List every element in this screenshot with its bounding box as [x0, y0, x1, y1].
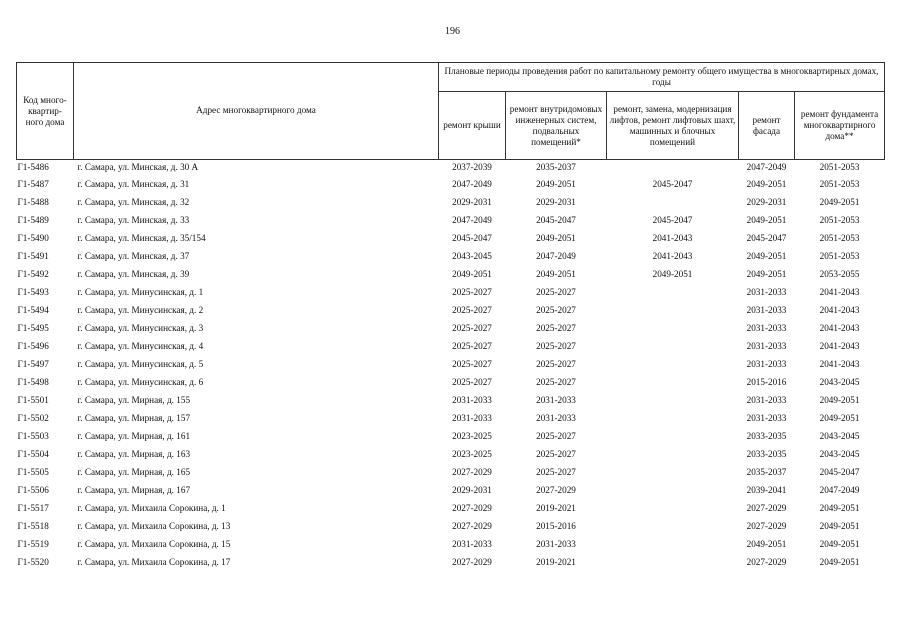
cell-code: Г1-5490 — [17, 232, 49, 243]
cell-engineering: 2025-2027 — [536, 340, 576, 351]
cell-elevators — [607, 391, 739, 409]
cell-elevators — [607, 355, 739, 373]
cell-roof: 2031-2033 — [452, 538, 492, 549]
table-row — [17, 427, 885, 445]
cell-foundation: 2043-2045 — [819, 430, 860, 441]
cell-foundation: 2051-2053 — [819, 178, 860, 189]
cell-facade: 2039-2041 — [746, 484, 787, 495]
cell-engineering: 2025-2027 — [536, 376, 576, 387]
cell-foundation: 2045-2047 — [819, 466, 860, 477]
table-row — [17, 337, 885, 355]
table-row — [17, 193, 885, 211]
cell-code: Г1-5501 — [17, 394, 49, 405]
cell-elevators — [607, 409, 739, 427]
cell-engineering: 2025-2027 — [536, 304, 576, 315]
cell-elevators — [607, 517, 739, 535]
cell-address: г. Самара, ул. Минусинская, д. 1 — [77, 286, 204, 297]
cell-address: г. Самара, ул. Минусинская, д. 5 — [77, 358, 204, 369]
header-elevators: ремонт, замена, модернизация лифтов, ремонт лифтовых шахт, машинных и блочных помещений — [607, 92, 739, 160]
cell-facade: 2049-2051 — [746, 268, 787, 279]
cell-address: г. Самара, ул. Мирная, д. 161 — [77, 430, 191, 441]
cell-roof: 2029-2031 — [452, 196, 492, 207]
cell-address: г. Самара, ул. Минская, д. 30 А — [77, 162, 199, 172]
cell-facade: 2047-2049 — [746, 162, 787, 172]
cell-facade: 2031-2033 — [746, 322, 787, 333]
cell-facade: 2027-2029 — [746, 520, 787, 531]
cell-foundation: 2049-2051 — [819, 520, 860, 531]
cell-roof: 2029-2031 — [452, 484, 492, 495]
header-facade: ремонт фасада — [739, 92, 795, 160]
cell-roof: 2023-2025 — [452, 430, 492, 441]
cell-engineering: 2025-2027 — [536, 448, 576, 459]
header-engineering: ремонт внутридомовых инженерных систем, подвальных помещений* — [506, 92, 607, 160]
cell-code: Г1-5496 — [17, 340, 49, 351]
cell-facade: 2049-2051 — [746, 538, 787, 549]
table-row — [17, 319, 885, 337]
cell-code: Г1-5489 — [17, 214, 49, 225]
table-row — [17, 160, 885, 176]
cell-code: Г1-5486 — [17, 162, 49, 172]
cell-roof: 2027-2029 — [452, 466, 492, 477]
cell-facade: 2045-2047 — [746, 232, 787, 243]
cell-elevators: 2041-2043 — [652, 250, 693, 261]
cell-facade: 2029-2031 — [746, 196, 787, 207]
cell-address: г. Самара, ул. Минская, д. 32 — [77, 196, 190, 207]
cell-elevators — [607, 373, 739, 391]
cell-elevators: 2041-2043 — [652, 232, 693, 243]
cell-foundation: 2049-2051 — [819, 196, 860, 207]
cell-address: г. Самара, ул. Минусинская, д. 4 — [77, 340, 204, 351]
cell-roof: 2027-2029 — [452, 556, 492, 567]
cell-facade: 2027-2029 — [746, 556, 787, 567]
cell-elevators: 2045-2047 — [652, 214, 693, 225]
page-number: 196 — [445, 26, 460, 37]
header-periods-group: Плановые периоды проведения работ по капитальному ремонту общего имущества в многоквартирных домах, годы — [439, 63, 885, 92]
cell-address: г. Самара, ул. Мирная, д. 157 — [77, 412, 191, 423]
header-address: Адрес многоквартирного дома — [74, 63, 439, 160]
cell-foundation: 2047-2049 — [819, 484, 860, 495]
table-body — [17, 160, 885, 572]
cell-foundation: 2049-2051 — [819, 556, 860, 567]
cell-code: Г1-5488 — [17, 196, 49, 207]
cell-code: Г1-5497 — [17, 358, 49, 369]
cell-foundation: 2041-2043 — [819, 322, 860, 333]
cell-elevators — [607, 553, 739, 571]
cell-roof: 2025-2027 — [452, 376, 492, 387]
cell-elevators — [607, 301, 739, 319]
cell-facade: 2033-2035 — [746, 430, 787, 441]
cell-foundation: 2051-2053 — [819, 214, 860, 225]
cell-roof: 2025-2027 — [452, 304, 492, 315]
cell-facade: 2031-2033 — [746, 358, 787, 369]
table-row — [17, 355, 885, 373]
table-row — [17, 535, 885, 553]
cell-engineering: 2031-2033 — [536, 538, 576, 549]
cell-roof: 2023-2025 — [452, 448, 492, 459]
cell-address: г. Самара, ул. Мирная, д. 165 — [77, 466, 191, 477]
table-row — [17, 229, 885, 247]
table-row — [17, 301, 885, 319]
cell-engineering: 2047-2049 — [536, 250, 576, 261]
cell-code: Г1-5503 — [17, 430, 49, 441]
cell-engineering: 2027-2029 — [536, 484, 576, 495]
cell-roof: 2031-2033 — [452, 394, 492, 405]
cell-address: г. Самара, ул. Михаила Сорокина, д. 13 — [77, 520, 231, 531]
cell-code: Г1-5487 — [17, 178, 49, 189]
table-row — [17, 481, 885, 499]
cell-code: Г1-5498 — [17, 376, 49, 387]
cell-address: г. Самара, ул. Михаила Сорокина, д. 17 — [77, 556, 231, 567]
cell-address: г. Самара, ул. Минусинская, д. 6 — [77, 376, 204, 387]
cell-foundation: 2049-2051 — [819, 538, 860, 549]
cell-roof: 2037-2039 — [452, 162, 492, 172]
cell-facade: 2031-2033 — [746, 394, 787, 405]
cell-roof: 2027-2029 — [452, 502, 492, 513]
header-code: Код много- квартир- ного дома — [17, 63, 74, 160]
cell-engineering: 2035-2037 — [536, 162, 576, 172]
table-row — [17, 265, 885, 283]
cell-code: Г1-5492 — [17, 268, 49, 279]
cell-roof: 2043-2045 — [452, 250, 492, 261]
cell-foundation: 2049-2051 — [819, 412, 860, 423]
cell-roof: 2047-2049 — [452, 214, 492, 225]
table-row — [17, 175, 885, 193]
cell-roof: 2025-2027 — [452, 322, 492, 333]
cell-foundation: 2041-2043 — [819, 304, 860, 315]
cell-roof: 2047-2049 — [452, 178, 492, 189]
cell-engineering: 2019-2021 — [536, 556, 576, 567]
cell-address: г. Самара, ул. Минская, д. 35/154 — [77, 232, 206, 243]
cell-code: Г1-5493 — [17, 286, 49, 297]
cell-address: г. Самара, ул. Минская, д. 37 — [77, 250, 190, 261]
cell-facade: 2031-2033 — [746, 304, 787, 315]
cell-code: Г1-5495 — [17, 322, 49, 333]
cell-code: Г1-5502 — [17, 412, 49, 423]
cell-engineering: 2031-2033 — [536, 394, 576, 405]
cell-elevators: 2045-2047 — [652, 178, 693, 189]
table-row — [17, 211, 885, 229]
cell-roof: 2049-2051 — [452, 268, 492, 279]
cell-roof: 2027-2029 — [452, 520, 492, 531]
cell-roof: 2025-2027 — [452, 286, 492, 297]
cell-elevators — [607, 319, 739, 337]
cell-facade: 2031-2033 — [746, 412, 787, 423]
cell-code: Г1-5491 — [17, 250, 49, 261]
cell-address: г. Самара, ул. Минская, д. 31 — [77, 178, 190, 189]
table-row — [17, 283, 885, 301]
cell-facade: 2027-2029 — [746, 502, 787, 513]
table-row — [17, 445, 885, 463]
cell-foundation: 2051-2053 — [819, 162, 860, 172]
cell-elevators — [607, 160, 739, 176]
cell-code: Г1-5494 — [17, 304, 49, 315]
cell-address: г. Самара, ул. Мирная, д. 163 — [77, 448, 191, 459]
cell-elevators — [607, 427, 739, 445]
cell-address: г. Самара, ул. Мирная, д. 155 — [77, 394, 191, 405]
cell-address: г. Самара, ул. Мирная, д. 167 — [77, 484, 191, 495]
table-row — [17, 247, 885, 265]
cell-elevators — [607, 337, 739, 355]
cell-foundation: 2043-2045 — [819, 448, 860, 459]
cell-address: г. Самара, ул. Минская, д. 39 — [77, 268, 190, 279]
cell-elevators — [607, 535, 739, 553]
cell-engineering: 2025-2027 — [536, 286, 576, 297]
cell-code: Г1-5504 — [17, 448, 49, 459]
cell-engineering: 2025-2027 — [536, 466, 576, 477]
cell-code: Г1-5520 — [17, 556, 49, 567]
capital-repair-table — [16, 62, 885, 571]
table-row — [17, 463, 885, 481]
cell-elevators — [607, 445, 739, 463]
cell-facade: 2049-2051 — [746, 178, 787, 189]
cell-foundation: 2041-2043 — [819, 340, 860, 351]
table-row — [17, 391, 885, 409]
cell-engineering: 2049-2051 — [536, 178, 576, 189]
cell-facade: 2049-2051 — [746, 250, 787, 261]
cell-address: г. Самара, ул. Минская, д. 33 — [77, 214, 190, 225]
cell-foundation: 2053-2055 — [819, 268, 860, 279]
cell-engineering: 2049-2051 — [536, 268, 576, 279]
cell-elevators — [607, 463, 739, 481]
cell-facade: 2035-2037 — [746, 466, 787, 477]
table-row — [17, 373, 885, 391]
cell-foundation: 2049-2051 — [819, 394, 860, 405]
cell-address: г. Самара, ул. Михаила Сорокина, д. 15 — [77, 538, 231, 549]
cell-address: г. Самара, ул. Михаила Сорокина, д. 1 — [77, 502, 226, 513]
cell-code: Г1-5519 — [17, 538, 49, 549]
cell-facade: 2049-2051 — [746, 214, 787, 225]
cell-foundation: 2051-2053 — [819, 250, 860, 261]
table-row — [17, 409, 885, 427]
cell-code: Г1-5505 — [17, 466, 49, 477]
cell-foundation: 2043-2045 — [819, 376, 860, 387]
cell-elevators — [607, 499, 739, 517]
header-foundation: ремонт фундамента многоквартирного дома** — [795, 92, 885, 160]
cell-facade: 2033-2035 — [746, 448, 787, 459]
cell-engineering: 2029-2031 — [536, 196, 576, 207]
cell-facade: 2031-2033 — [746, 286, 787, 297]
cell-foundation: 2049-2051 — [819, 502, 860, 513]
cell-foundation: 2051-2053 — [819, 232, 860, 243]
cell-facade: 2015-2016 — [746, 376, 787, 387]
table-row — [17, 499, 885, 517]
cell-elevators: 2049-2051 — [652, 268, 693, 279]
table-row — [17, 553, 885, 571]
cell-facade: 2031-2033 — [746, 340, 787, 351]
cell-elevators — [607, 481, 739, 499]
cell-elevators — [607, 283, 739, 301]
cell-engineering: 2025-2027 — [536, 430, 576, 441]
cell-address: г. Самара, ул. Минусинская, д. 2 — [77, 304, 204, 315]
cell-foundation: 2041-2043 — [819, 358, 860, 369]
cell-engineering: 2049-2051 — [536, 232, 576, 243]
cell-engineering: 2045-2047 — [536, 214, 576, 225]
cell-elevators — [607, 193, 739, 211]
cell-engineering: 2019-2021 — [536, 502, 576, 513]
table-row — [17, 517, 885, 535]
cell-roof: 2025-2027 — [452, 358, 492, 369]
cell-code: Г1-5518 — [17, 520, 49, 531]
cell-roof: 2025-2027 — [452, 340, 492, 351]
cell-engineering: 2025-2027 — [536, 322, 576, 333]
header-roof: ремонт крыши — [439, 92, 506, 160]
cell-code: Г1-5517 — [17, 502, 49, 513]
cell-roof: 2031-2033 — [452, 412, 492, 423]
cell-foundation: 2041-2043 — [819, 286, 860, 297]
cell-code: Г1-5506 — [17, 484, 49, 495]
cell-engineering: 2025-2027 — [536, 358, 576, 369]
cell-address: г. Самара, ул. Минусинская, д. 3 — [77, 322, 204, 333]
cell-engineering: 2015-2016 — [536, 520, 576, 531]
cell-engineering: 2031-2033 — [536, 412, 576, 423]
cell-roof: 2045-2047 — [452, 232, 492, 243]
